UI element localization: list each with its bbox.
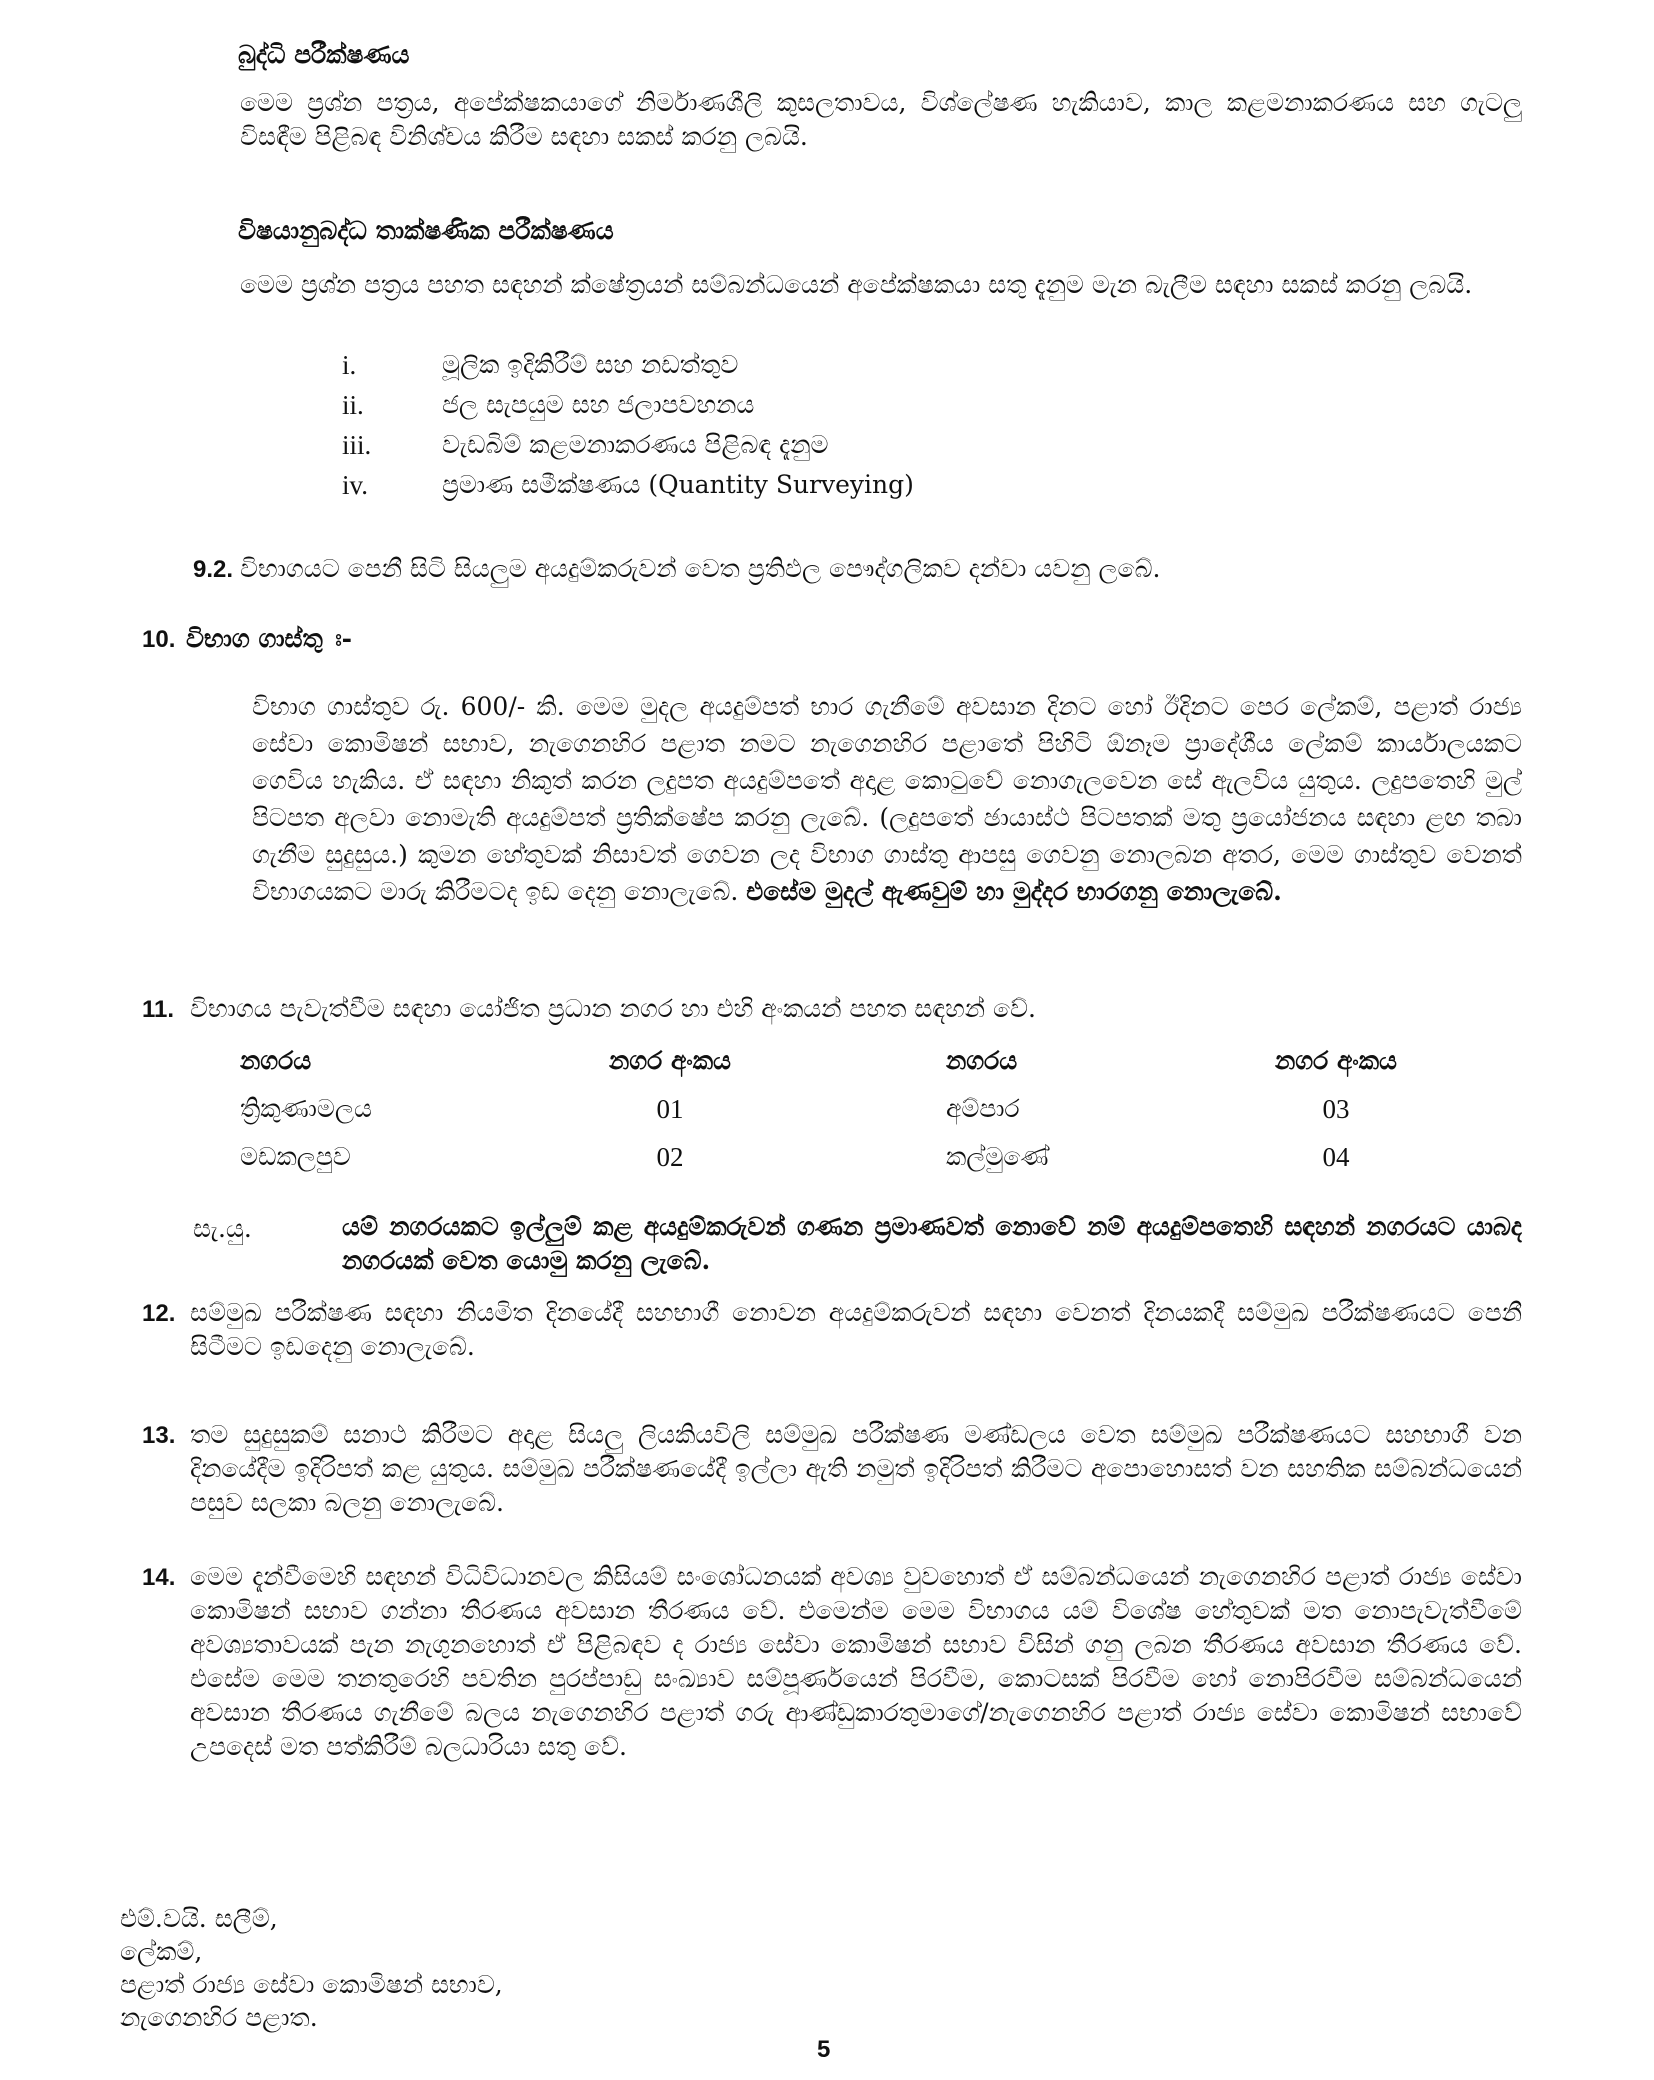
section-13-text: තම සුදුසුකම් සනාථ කිරීමට අදාළ සියලු ලියකියවිලි සම්මුඛ පරීක්ෂණ මණ්ඩලය වෙත සම්මුඛ පරීක්ෂණයට සහභාගී වන දිනයේදීම ඉදිරිපත් කළ යුතුය. සම්මුඛ පරීක්ෂණයේදී ඉල්ලා ඇති නමුත් ඉදිරිපත් කිරීමට අපොහොසත් වන සහතික සම්බන්ධයෙන් පසුව සලකා බලනු නොලැබේ. xyxy=(190,1420,1522,1517)
table-cell-code: 04 xyxy=(1322,1142,1350,1172)
section-number-14: 14. xyxy=(142,1564,176,1591)
technical-test-heading: විෂයානුබද්ධ තාක්ෂණික පරීක්ෂණය xyxy=(238,216,614,245)
section-number-13: 13. xyxy=(142,1422,176,1449)
table-header-code-2: නගර අංකය xyxy=(1274,1046,1397,1075)
list-item-text: මූලික ඉදිකිරීම් සහ නඩත්තුව xyxy=(442,350,739,379)
section-14-text: මෙම දැන්වීමෙහි සඳහන් විධිවිධානවල කිසියම් සංශෝධනයක් අවශ්‍ය වුවහොත් ඒ සම්බන්ධයෙන් නැගෙනහිර පළාත් රාජ්‍ය සේවා කොමිෂන් සභාව ගන්නා තීරණය අවසාන තීරණය වේ. එමෙන්ම මෙම විභාගය යම් විශේෂ හේතුවක් මත නොපැවැත්වීමේ අවශ්‍යතාවයක් පැන නැගුනහොත් ඒ පිළිබඳව ද රාජ්‍ය සේවා කොමිෂන් සභාව විසින් ගනු ලබන තීරණය අවසාන තීරණය වේ. එසේම මෙම තනතුරෙහි පවතින පුරප්පාඩු සංඛ්‍යාව සම්පූර්ණයෙන් පිරවීම, කොටසක් පිරවීම හෝ නොපිරවීම සම්බන්ධයෙන් අවසාන තීරණය ගැනීමේ බලය නැගෙනහිර පළාත් ගරු ආණ්ඩුකාරතුමාගේ/නැගෙනහිර පළාත් රාජ්‍ය සේවා කොමිෂන් සභාවේ උපදෙස් මත පත්කිරීම් බලධාරියා සතු වේ. xyxy=(190,1562,1522,1761)
list-item-number: ii. xyxy=(342,390,364,420)
section-9-2-text: විභාගයට පෙනී සිටි සියලුම අයදුම්කරුවන් වෙත ප්‍රතිඵල පෞද්ගලිකව දන්වා යවනු ලබේ. xyxy=(240,554,1161,583)
section-number-11: 11. xyxy=(142,996,175,1023)
list-item-text: වැඩබිම් කළමනාකරණය පිළිබඳ දැනුම xyxy=(442,430,829,459)
table-header-code-1: නගර අංකය xyxy=(608,1046,731,1075)
signatory-province: නැගෙනහිර පළාත. xyxy=(120,2003,318,2032)
section-12-text: සම්මුඛ පරීක්ෂණ සඳහා නියමිත දිනයේදී සහභාගී නොවන අයදුම්කරුවන් සඳහා වෙනත් දිනයකදී සම්මුඛ පරීක්ෂණයට පෙනී සිටීමට ඉඩදෙනු නොලැබේ. xyxy=(190,1298,1522,1361)
signatory-office: පළාත් රාජ්‍ය සේවා කොමිෂන් සභාව, xyxy=(120,1970,503,1999)
table-cell-city: අම්පාර xyxy=(946,1094,1020,1123)
table-cell-code: 02 xyxy=(656,1142,684,1172)
list-item-text: ප්‍රමාණ සමීක්ෂණය (Quantity Surveying) xyxy=(442,470,914,499)
section-number-12: 12. xyxy=(142,1300,176,1327)
signatory-title: ලේකම්, xyxy=(120,1937,203,1966)
section-11-text: විභාගය පැවැත්වීම සඳහා යෝජිත ප්‍රධාන නගර හා එහි අංකයන් පහත සඳහන් වේ. xyxy=(190,994,1036,1023)
signatory-name: එම්.වයි. සලීම්, xyxy=(120,1904,278,1933)
fee-payment-restriction: එසේම මුදල් ඇණවුම් හා මුද්දර භාරගනු නොලැබේ. xyxy=(746,877,1282,906)
intelligence-test-heading: බුද්ධි පරීක්ෂණය xyxy=(238,40,410,69)
fee-details-text: විභාග ගාස්තුව රු. 600/- කි. මෙම මුදල අයදුම්පත් භාර ගැනීමේ අවසාන දිනට හෝ ඊදිනට පෙර ලේකම්, පළාත් රාජ්‍ය සේවා කොමිෂන් සභාව, නැගෙනහිර පළාත නමට නැගෙනහිර පළාතේ පිහිටි ඕනෑම ප්‍රාදේශීය ලේකම් කාර්යාලයකට ගෙවිය හැකිය. ඒ සඳහා නිකුත් කරන ලදුපත අයදුම්පතේ අදාළ කොටුවේ නොගැලවෙන සේ ඇලවිය යුතුය. ලදුපතෙහි මුල් පිටපත අලවා නොමැති අයදුම්පත් ප්‍රතික්ෂේප කරනු ලැබේ. (ලදුපතේ ඡායාස්ථ පිටපතක් මතු ප්‍රයෝජනය සඳහා ළඟ තබා ගැනීම සුදුසුය.) කුමන හේතුවක් නිසාවත් ගෙවන ලද විභාග ගාස්තු ආපසු ගෙවනු නොලබන අතර, මෙම ගාස්තුව වෙනත් විභාගයකට මාරු කිරීමටද ඉඩ දෙනු නොලැබේ. xyxy=(252,692,1522,906)
table-cell-code: 03 xyxy=(1322,1094,1350,1124)
table-header-city-2: නගරය xyxy=(946,1046,1018,1075)
list-item-number: i. xyxy=(342,350,357,380)
table-cell-city: මඩකලපුව xyxy=(240,1142,351,1171)
section-number-9-2: 9.2. xyxy=(193,556,234,583)
section-10-heading: විභාග ගාස්තු ඃ- xyxy=(186,624,353,653)
intelligence-test-text: මෙම ප්‍රශ්න පත්‍රය, අපේක්ෂකයාගේ නිර්මාණශීලි කුසලතාවය, විශ්ලේෂණ හැකියාව, කාල කළමනාකරණය සහ ගැටලු විසඳීම පිළිබඳ විනිශ්චය කිරීම සඳහා සකස් කරනු ලබයි. xyxy=(240,88,1522,151)
note-text: යම් නගරයකට ඉල්ලුම් කළ අයදුම්කරුවන් ගණන ප්‍රමාණවත් නොවේ නම් අයදුම්පතෙහි සඳහන් නගරයට යාබද නගරයක් වෙත යොමු කරනු ලැබේ. xyxy=(342,1212,1522,1275)
signature-block xyxy=(120,1902,503,2034)
table-cell-city: කල්මුණේ xyxy=(946,1142,1049,1171)
table-header-city-1: නගරය xyxy=(240,1046,312,1075)
technical-test-text: මෙම ප්‍රශ්න පත්‍රය පහත සඳහන් ක්ෂේත්‍රයන් සම්බන්ධයෙන් අපේක්ෂකයා සතු දැනුම මැන බැලීම සඳහා සකස් කරනු ලබයි. xyxy=(240,270,1473,299)
page-number: 5 xyxy=(817,2036,831,2063)
table-cell-code: 01 xyxy=(656,1094,684,1124)
table-cell-city: ත්‍රිකුණාමලය xyxy=(240,1094,372,1123)
exam-centers-table xyxy=(240,1046,1460,1196)
note-label: සැ.යු. xyxy=(193,1214,252,1243)
list-item-number: iii. xyxy=(342,430,372,460)
section-10-text xyxy=(252,688,1522,910)
list-item-number: iv. xyxy=(342,470,368,500)
section-number-10: 10. xyxy=(142,626,176,653)
list-item-text: ජල සැපයුම සහ ජලාපවහනය xyxy=(442,390,755,419)
